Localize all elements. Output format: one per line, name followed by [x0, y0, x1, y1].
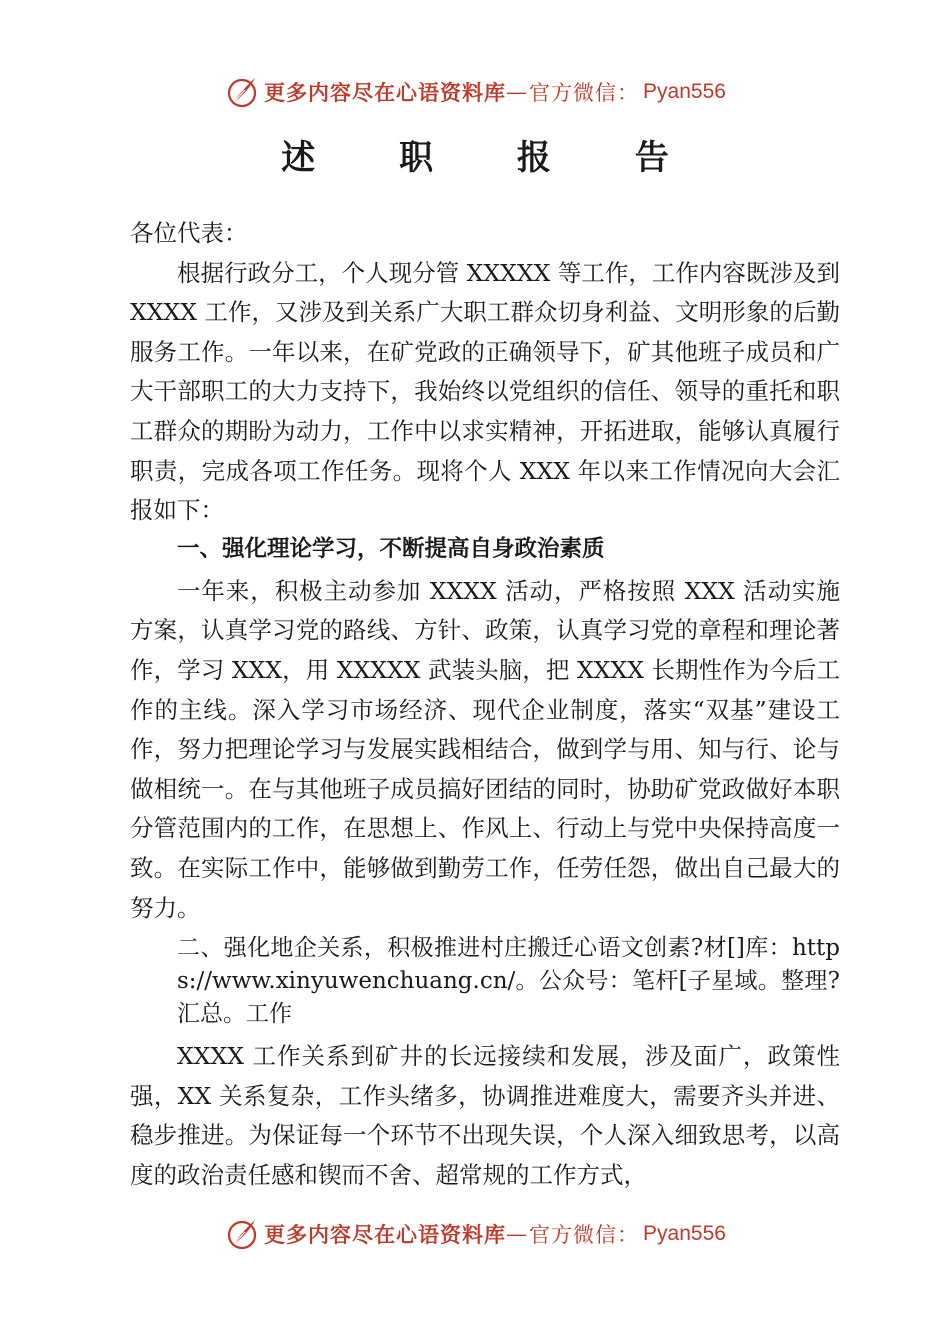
quill-logo-icon: [224, 74, 260, 110]
document-body: [130, 214, 840, 1195]
quill-logo-icon: [224, 1216, 260, 1252]
watermark-wechat-id: Pyan556: [643, 80, 726, 103]
watermark-banner-bottom: [0, 1214, 950, 1254]
section-heading-2: 二、强化地企关系，积极推进村庄搬迁心语文创素?材[]库：https://www.xinyuwenchuang.cn/。公众号：笔杆[子星域。整理?汇总。工作: [177, 935, 840, 1028]
watermark-brand-text: 更多内容尽在心语资料库: [264, 1222, 507, 1247]
paragraph-section-2: XXXX 工作关系到矿井的长远接续和发展，涉及面广，政策性强，XX 关系复杂，工作头绪多，协调推进难度大，需要齐头并进、稳步推进。为保证每一个环节不出现失误，个人深入细致思考，以高度的政治责任感和锲而不舍、超常规的工作方式，: [130, 1042, 840, 1189]
greeting: 各位代表：: [130, 219, 248, 247]
paragraph-intro: 根据行政分工，个人现分管 XXXXX 等工作，工作内容既涉及到 XXXX 工作，又涉及到关系广大职工群众切身利益、文明形象的后勤服务工作。一年以来，在矿党政的正确领导下，矿其他班子成员和广大干部职工的大力支持下，我始终以党组织的信任、领导的重托和职工群众的期盼为动力，工作中以求实精神，开拓进取，能够认真履行职责，完成各项工作任务。现将个人 XXX 年以来工作情况向大会汇报如下：: [130, 258, 840, 525]
watermark-wechat-label: 官方微信：: [529, 1223, 640, 1247]
watermark-wechat-id: Pyan556: [643, 1222, 726, 1245]
watermark-separator: —: [506, 80, 528, 104]
watermark-banner-top: [0, 72, 950, 112]
watermark-wechat-label: 官方微信：: [529, 81, 640, 105]
watermark-brand-text: 更多内容尽在心语资料库: [264, 80, 507, 105]
watermark-separator: —: [506, 1222, 528, 1246]
paragraph-section-1: 一年来，积极主动参加 XXXX 活动，严格按照 XXX 活动实施方案，认真学习党的路线、方针、政策，认真学习党的章程和理论著作，学习 XXX，用 XXXXX 武装头脑，把 XXXX 长期性作为今后工作的主线。深入学习市场经济、现代企业制度，落实“双基”建设工作，努力把理论学习与发展实践相结合，做到学与用、知与行、论与做相统一。在与其他班子成员搞好团结的同时，协助矿党政做好本职分管范围内的工作，在思想上、作风上、行动上与党中央保持高度一致。在实际工作中，能够做到勤劳工作，任劳任怨，做出自己最大的努力。: [130, 576, 840, 922]
section-heading-1: 一、强化理论学习，不断提高自身政治素质: [177, 535, 605, 562]
document-title: 述 职 报 告: [281, 138, 705, 178]
